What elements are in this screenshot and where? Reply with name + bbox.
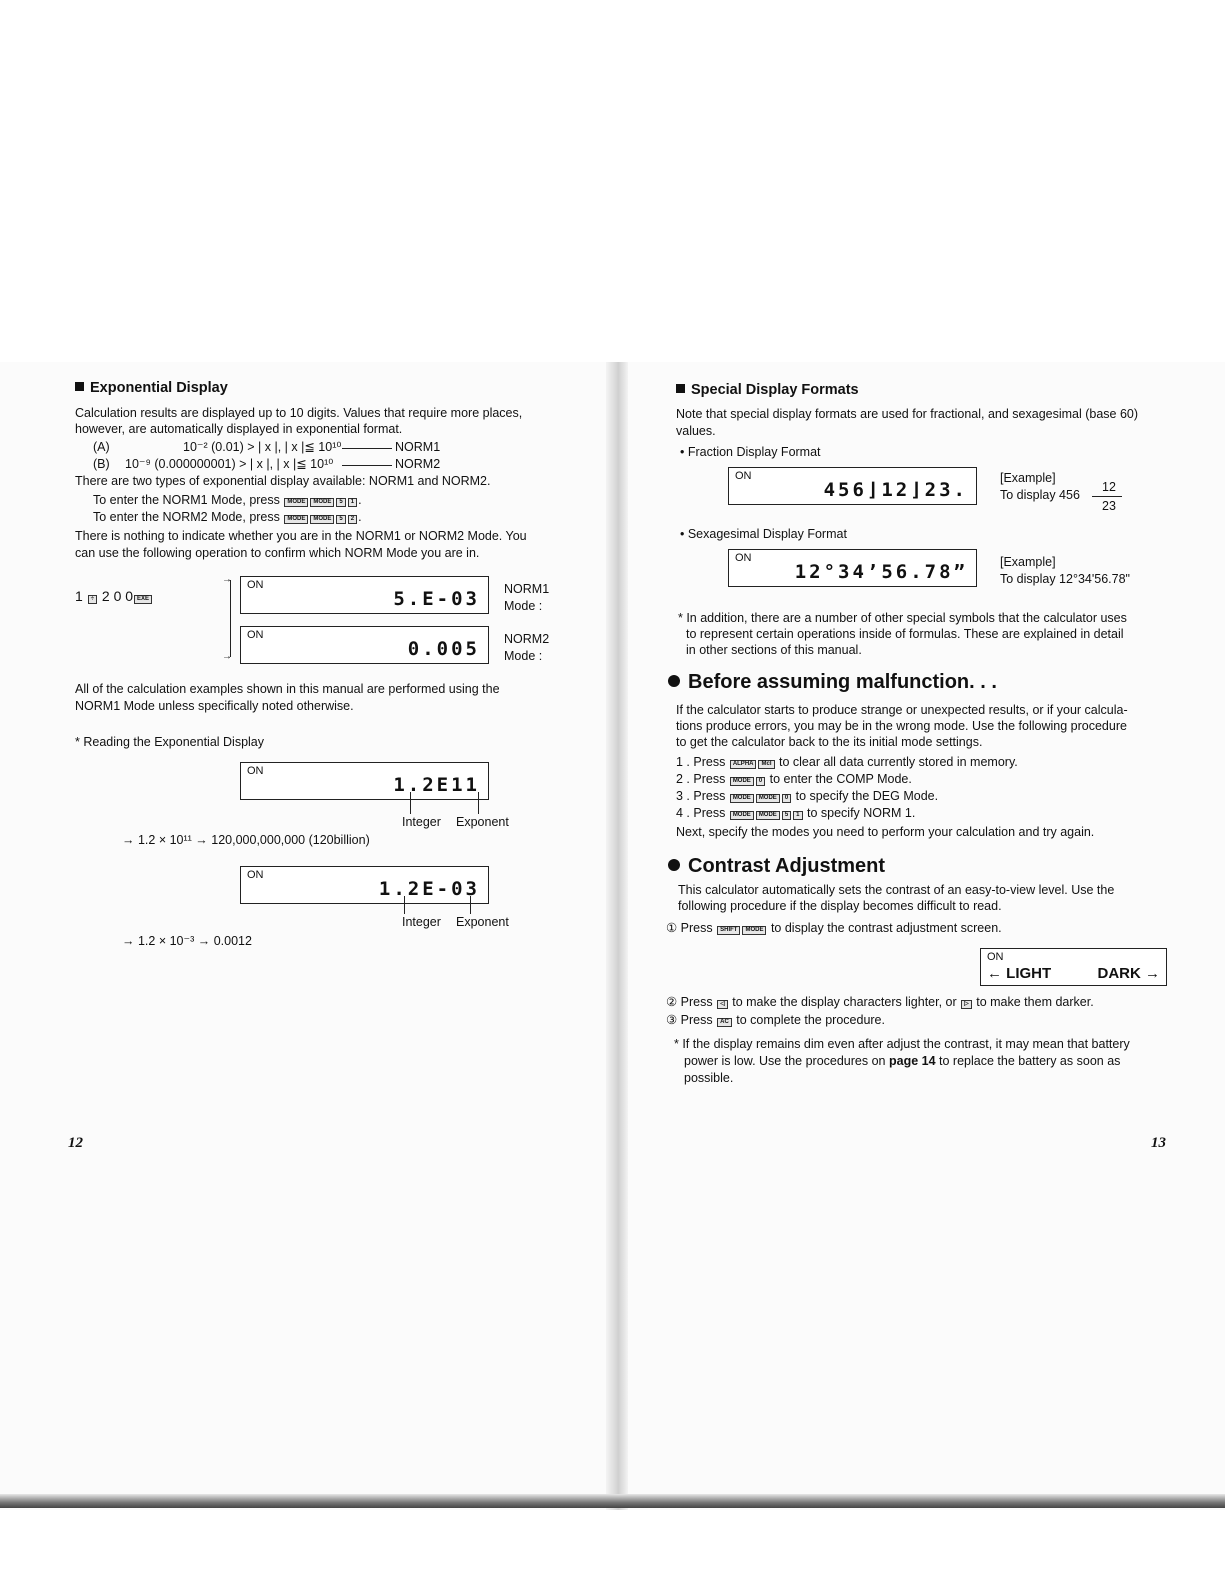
norm1-mode-label: Mode : — [504, 599, 543, 613]
result-line-2: → 1.2 × 10⁻³ → 0.0012 — [122, 934, 252, 948]
norm2-mode-label: Mode : — [504, 649, 543, 663]
intro-line-1: Calculation results are displayed up to 10 digits. Values that require more places, — [75, 406, 523, 420]
norm2-label: NORM2 — [504, 632, 550, 646]
malfunction-line-2: tions produce errors, you may be in the wrong mode. Use the following procedure — [676, 719, 1127, 733]
fraction-bar — [1092, 496, 1122, 497]
mode-key: MODE — [730, 811, 754, 820]
note-line-1: Note that special display formats are used for fractional, and sexagesimal (base 60) — [676, 407, 1139, 421]
integer-label: Integer — [402, 815, 441, 829]
lcd-on-indicator: ON — [735, 552, 752, 564]
special-formats-heading: Special Display Formats — [676, 382, 859, 398]
all-examples-line-2: NORM1 Mode unless specifically noted otherwise. — [75, 699, 354, 713]
result-line-1: → 1.2 × 10¹¹ → 120,000,000,000 (120billion) — [122, 833, 370, 847]
five-key: 5 — [782, 811, 791, 820]
integer-pointer — [410, 792, 411, 814]
one-key: 1 — [348, 498, 357, 507]
contrast-line-1: This calculator automatically sets the contrast of an easy-to-view level. Use the — [678, 883, 1115, 897]
lcd-fraction — [728, 467, 977, 505]
lcd-on-indicator: ON — [247, 869, 264, 881]
five-key: 5 — [336, 515, 345, 524]
exponent-pointer — [478, 792, 479, 814]
to-display-fraction: To display 456 — [1000, 488, 1080, 502]
left-page — [0, 362, 606, 1492]
right-arrow-key: ▷ — [961, 1000, 972, 1009]
lcd-value: 0.005 — [407, 638, 480, 660]
row-b-mode: NORM2 — [395, 457, 441, 471]
lcd-sexagesimal — [728, 549, 977, 587]
dim-line-1: * If the display remains dim even after adjust the contrast, it may mean that battery — [674, 1037, 1130, 1051]
fraction-format-label: • Fraction Display Format — [680, 445, 821, 459]
exponent-label: Exponent — [456, 815, 509, 829]
lcd-value: 12°34’56.78” — [794, 561, 968, 583]
bullet-dot-icon — [668, 859, 680, 871]
mode-key: MODE — [730, 794, 754, 803]
mode-key: MODE — [284, 515, 308, 524]
step-3: 3 . Press MODE MODE 0 to specify the DEG Mode. — [676, 789, 939, 803]
malfunction-line-1: If the calculator starts to produce strange or unexpected results, or if your calcula- — [676, 703, 1128, 717]
lcd-value: 1.2E11 — [393, 774, 480, 796]
one-key: 1 — [793, 811, 802, 820]
light-label: ← LIGHT — [987, 965, 1052, 982]
alpha-key: ALPHA — [730, 760, 757, 769]
enter-norm2-line: To enter the NORM2 Mode, press MODE MODE 5 2 . — [93, 510, 362, 524]
shift-key: SHIFT — [717, 926, 740, 935]
intro-line-2: however, are automatically displayed in exponential format. — [75, 422, 403, 436]
addition-line-2: to represent certain operations inside of formulas. These are explained in detail — [686, 627, 1124, 641]
ac-key: AC — [717, 1018, 732, 1027]
square-bullet-icon — [676, 384, 685, 393]
addition-line-3: in other sections of this manual. — [686, 643, 862, 657]
integer-label: Integer — [402, 915, 441, 929]
enter-norm1-line: To enter the NORM1 Mode, press MODE MODE 5 1 . — [93, 493, 362, 507]
step-1: 1 . Press ALPHA McI to clear all data currently stored in memory. — [676, 755, 1018, 769]
addition-line-1: * In addition, there are a number of other special symbols that the calculator uses — [678, 611, 1127, 625]
right-page — [628, 362, 1225, 1492]
lcd-on-indicator: ON — [735, 470, 752, 482]
row-a-dash — [342, 448, 392, 449]
row-b-text: 10⁻⁹ (0.000000001) > | x |, | x |≦ 10¹⁰ — [125, 457, 334, 471]
lcd-value: 1.2E-03 — [378, 878, 480, 900]
arrow-to-norm1: → — [222, 574, 232, 585]
malfunction-heading: Before assuming malfunction. . . — [668, 674, 997, 690]
lcd-on-indicator: ON — [247, 765, 264, 777]
contrast-step-3: ③ Press AC to complete the procedure. — [666, 1013, 885, 1027]
mode-key: MODE — [730, 777, 754, 786]
lcd-value: 5.E-03 — [393, 588, 480, 610]
mode-key: MODE — [742, 926, 766, 935]
zero-key: 0 — [782, 794, 791, 803]
lcd-example-1 — [240, 762, 489, 800]
example-label: [Example] — [1000, 555, 1056, 569]
all-examples-line-1: All of the calculation examples shown in this manual are performed using the — [75, 682, 500, 696]
page-bottom-edge — [0, 1494, 1225, 1508]
nothing-line-2: can use the following operation to confirm which NORM Mode you are in. — [75, 546, 480, 560]
lcd-example-2 — [240, 866, 489, 904]
reading-heading: * Reading the Exponential Display — [75, 735, 265, 749]
zero-key: 0 — [756, 777, 765, 786]
lcd-contrast — [980, 948, 1167, 986]
fraction-denominator: 23 — [1102, 499, 1116, 513]
dim-line-2: power is low. Use the procedures on page 14 to replace the battery as soon as — [684, 1054, 1121, 1068]
malfunction-line-3: to get the calculator back to the its initial mode settings. — [676, 735, 983, 749]
dark-label: DARK → — [1097, 965, 1160, 982]
book-gutter — [606, 362, 628, 1510]
row-b-dash — [342, 465, 392, 466]
mcl-key: McI — [758, 760, 774, 769]
two-key: 2 — [348, 515, 357, 524]
types-line: There are two types of exponential display available: NORM1 and NORM2. — [75, 474, 491, 488]
exe-key: EXE — [134, 595, 152, 604]
row-a-mode: NORM1 — [395, 440, 441, 454]
lcd-on-indicator: ON — [987, 951, 1004, 963]
arrow-to-norm2: → — [222, 651, 232, 662]
five-key: 5 — [336, 498, 345, 507]
fraction-numerator: 12 — [1102, 480, 1116, 494]
lcd-norm1 — [240, 576, 489, 614]
lcd-on-indicator: ON — [247, 629, 264, 641]
bullet-dot-icon — [668, 675, 680, 687]
mode-key: MODE — [284, 498, 308, 507]
page-number: 12 — [68, 1135, 83, 1151]
left-arrow-key: ◁ — [717, 1000, 728, 1009]
row-a-text: 10⁻² (0.01) > | x |, | x |≦ 10¹⁰ — [183, 440, 342, 454]
step-2: 2 . Press MODE 0 to enter the COMP Mode. — [676, 772, 912, 786]
dim-line-3: possible. — [684, 1071, 734, 1085]
contrast-line-2: following procedure if the display becomes difficult to read. — [678, 899, 1002, 913]
divide-key: ÷ — [88, 595, 97, 604]
contrast-heading: Contrast Adjustment — [668, 858, 885, 874]
row-a-label: (A) — [93, 440, 110, 454]
square-bullet-icon — [75, 382, 84, 391]
exponent-pointer — [470, 896, 471, 914]
contrast-step-1: ① Press SHIFT MODE to display the contrast adjustment screen. — [666, 921, 1002, 935]
lcd-norm2 — [240, 626, 489, 664]
nothing-line-1: There is nothing to indicate whether you are in the NORM1 or NORM2 Mode. You — [75, 529, 527, 543]
mode-key: MODE — [310, 498, 334, 507]
contrast-step-2: ② Press ◁ to make the display characters lighter, or ▷ to make them darker. — [666, 995, 1094, 1009]
exponent-label: Exponent — [456, 915, 509, 929]
exponential-display-heading: Exponential Display — [75, 380, 228, 396]
confirm-operation: 1 ÷ 2 0 0 EXE — [75, 588, 153, 604]
note-line-2: values. — [676, 424, 716, 438]
mode-key: MODE — [756, 794, 780, 803]
lcd-value: 456⌋12⌋23. — [823, 479, 968, 501]
step-4: 4 . Press MODE MODE 5 1 to specify NORM 1. — [676, 806, 916, 820]
mode-key: MODE — [756, 811, 780, 820]
sexagesimal-format-label: • Sexagesimal Display Format — [680, 527, 847, 541]
bracket-line — [230, 580, 231, 657]
to-display-sexagesimal: To display 12°34'56.78" — [1000, 572, 1130, 586]
example-label: [Example] — [1000, 471, 1056, 485]
mode-key: MODE — [310, 515, 334, 524]
next-line: Next, specify the modes you need to perform your calculation and try again. — [676, 825, 1095, 839]
norm1-label: NORM1 — [504, 582, 550, 596]
page-number: 13 — [1151, 1135, 1166, 1151]
integer-pointer — [404, 896, 405, 914]
row-b-label: (B) — [93, 457, 110, 471]
lcd-on-indicator: ON — [247, 579, 264, 591]
